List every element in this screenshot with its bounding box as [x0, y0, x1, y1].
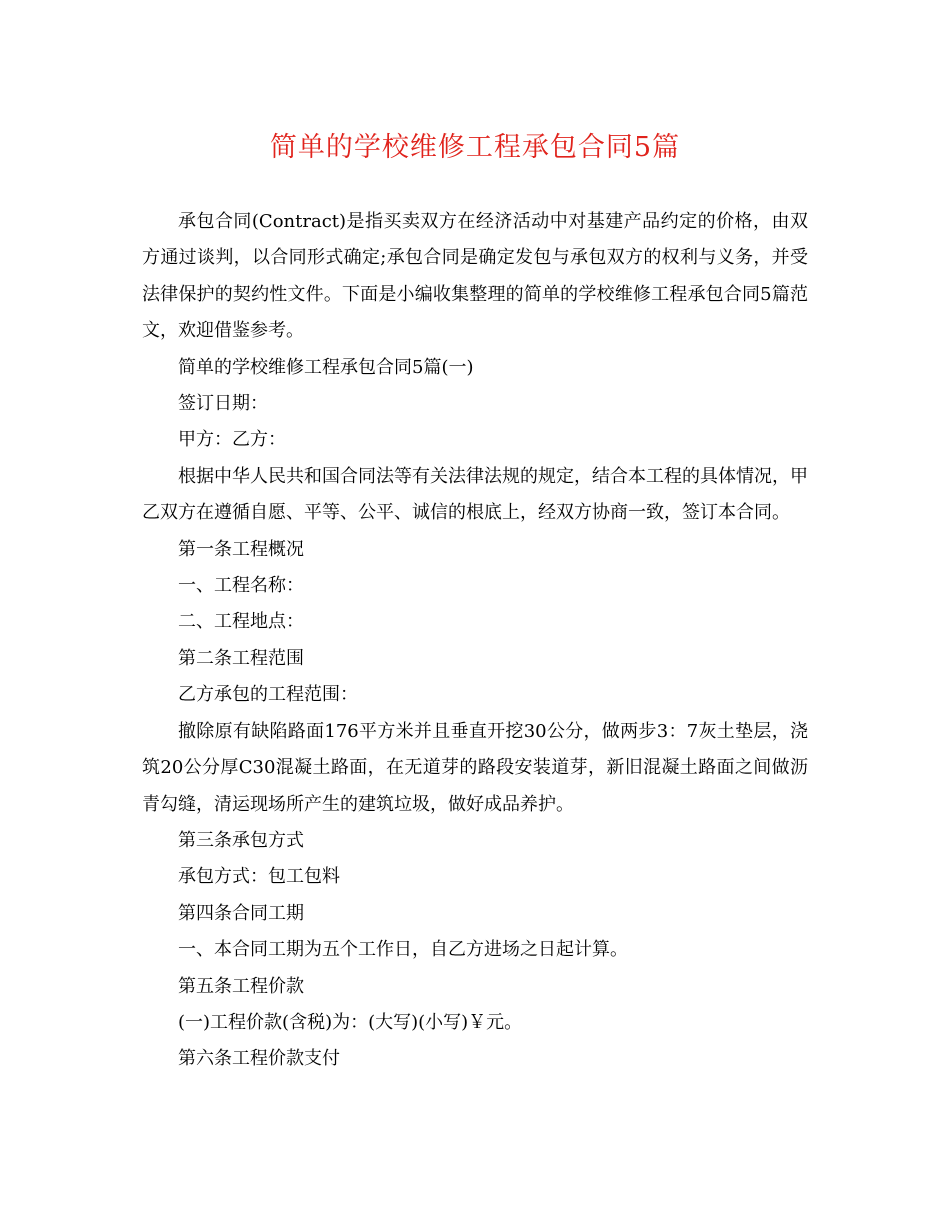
article-2-heading: 第二条工程范围	[178, 647, 304, 669]
article-5-heading: 第五条工程价款	[178, 975, 304, 997]
legal-basis-paragraph: 根据中华人民共和国合同法等有关法律法规的规定，结合本工程的具体情况，甲乙双方在遵循自愿、平等、公平、诚信的根底上，经双方协商一致，签订本合同。	[142, 465, 808, 524]
project-name-line: 一、工程名称：	[178, 575, 304, 597]
scope-paragraph: 撤除原有缺陷路面176平方米并且垂直开挖30公分，做两步3：7灰土垫层，浇筑20公分厚C30混凝土路面，在无道芽的路段安装道芽，新旧混凝土路面之间做沥青勾缝，清运现场所产生的建筑垃圾，做好成品养护。	[142, 720, 808, 815]
signing-date: 签订日期：	[178, 393, 268, 415]
duration-line: 一、本合同工期为五个工作日，自乙方进场之日起计算。	[178, 939, 628, 961]
project-location-line: 二、工程地点：	[178, 611, 304, 633]
document-body	[142, 204, 808, 1078]
article-6-heading: 第六条工程价款支付	[178, 1048, 340, 1070]
article-1-heading: 第一条工程概况	[178, 538, 304, 560]
intro-paragraph: 承包合同(Contract)是指买卖双方在经济活动中对基建产品约定的价格，由双方通过谈判，以合同形式确定;承包合同是确定发包与承包双方的权利与义务，并受法律保护的契约性文件。下面是小编收集整理的简单的学校维修工程承包合同5篇范文，欢迎借鉴参考。	[142, 211, 808, 342]
article-4-heading: 第四条合同工期	[178, 902, 304, 924]
scope-label: 乙方承包的工程范围：	[178, 684, 358, 706]
contract-method-line: 承包方式：包工包料	[178, 866, 340, 888]
article-3-heading: 第三条承包方式	[178, 829, 304, 851]
contract-heading: 简单的学校维修工程承包合同5篇(一)	[178, 356, 474, 378]
document-title: 简单的学校维修工程承包合同5篇	[269, 132, 681, 163]
parties-line: 甲方：乙方：	[178, 429, 286, 451]
price-line: (一)工程价款(含税)为：(大写)(小写)￥元。	[178, 1011, 523, 1033]
